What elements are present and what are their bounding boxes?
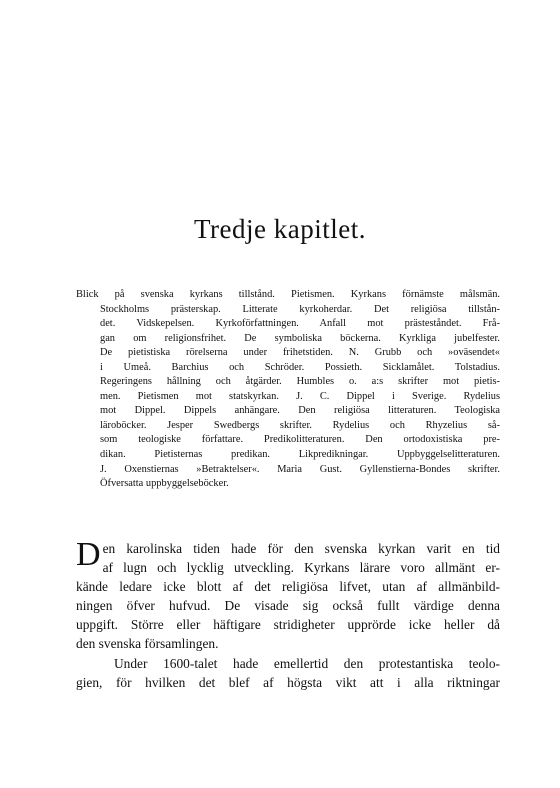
synopsis-line: Blick på svenska kyrkans tillstånd. Pietismen. Kyrkans förnämste målsmän.	[76, 289, 500, 300]
synopsis-line: läroböcker. Jesper Swedbergs skrifter. Rydelius och Rhyzelius så-	[100, 419, 500, 431]
synopsis-line: Stockholms prästerskap. Litterate kyrkoherdar. Det religiösa tillstån-	[100, 303, 500, 315]
body-line: uppgift. Större eller häftigare stridigheter upprörde icke heller då	[76, 617, 500, 633]
body-line: ningen öfver hufvud. De visade sig också fullt värdige denna	[76, 598, 500, 614]
body-line: gien, för hvilken det blef af högsta vikt att i alla riktningar	[76, 674, 500, 690]
synopsis-line: De pietistiska rörelserna under frihetstiden. N. Grubb och »oväsendet«	[100, 347, 500, 359]
synopsis-line: J. Oxenstiernas »Betraktelser«. Maria Gust. Gyllenstierna-Bondes skrifter.	[100, 463, 500, 475]
synopsis-line: som teologiske författare. Predikolitteraturen. Den ortodoxistiska pre-	[100, 434, 500, 446]
drop-cap: D	[76, 536, 101, 573]
synopsis-line: det. Vidskepelsen. Kyrkoförfattningen. Anfall mot prästeståndet. Frå-	[100, 318, 500, 330]
body-line: en karolinska tiden hade för den svenska kyrkan varit en tid	[102, 541, 500, 556]
body-line: den svenska församlingen.	[76, 636, 219, 652]
body-text	[76, 536, 500, 692]
synopsis-line: mot Dippel. Dippels anhängare. Den religiösa litteraturen. Teologiska	[100, 405, 500, 417]
synopsis-line: men. Pietismen mot statskyrkan. J. C. Dippel i Sverige. Rydelius	[100, 390, 500, 402]
synopsis-line: i Umeå. Barchius och Schröder. Possieth. Sicklamålet. Tolstadius.	[100, 361, 500, 373]
body-line: kände ledare icke blott af det religiösa lifvet, utan af allmänbild-	[76, 579, 500, 595]
synopsis-line: Öfversatta uppbyggelseböcker.	[100, 478, 229, 490]
body-line: Under 1600-talet hade emellertid den protestantiska teolo-	[114, 655, 500, 671]
synopsis-line: Regeringens hållning och åtgärder. Humbles o. a:s skrifter mot pietis-	[100, 376, 500, 388]
body-line: af lugn och lycklig utveckling. Kyrkans lärare voro allmänt er-	[102, 560, 500, 576]
chapter-synopsis	[76, 288, 500, 492]
synopsis-line: dikan. Pietisternas predikan. Likpredikningar. Uppbyggelselitteraturen.	[100, 449, 500, 461]
synopsis-line: gan om religionsfrihet. De symboliska böckerna. Kyrkliga jubelfester.	[100, 332, 500, 344]
chapter-title: Tredje kapitlet.	[194, 214, 366, 244]
